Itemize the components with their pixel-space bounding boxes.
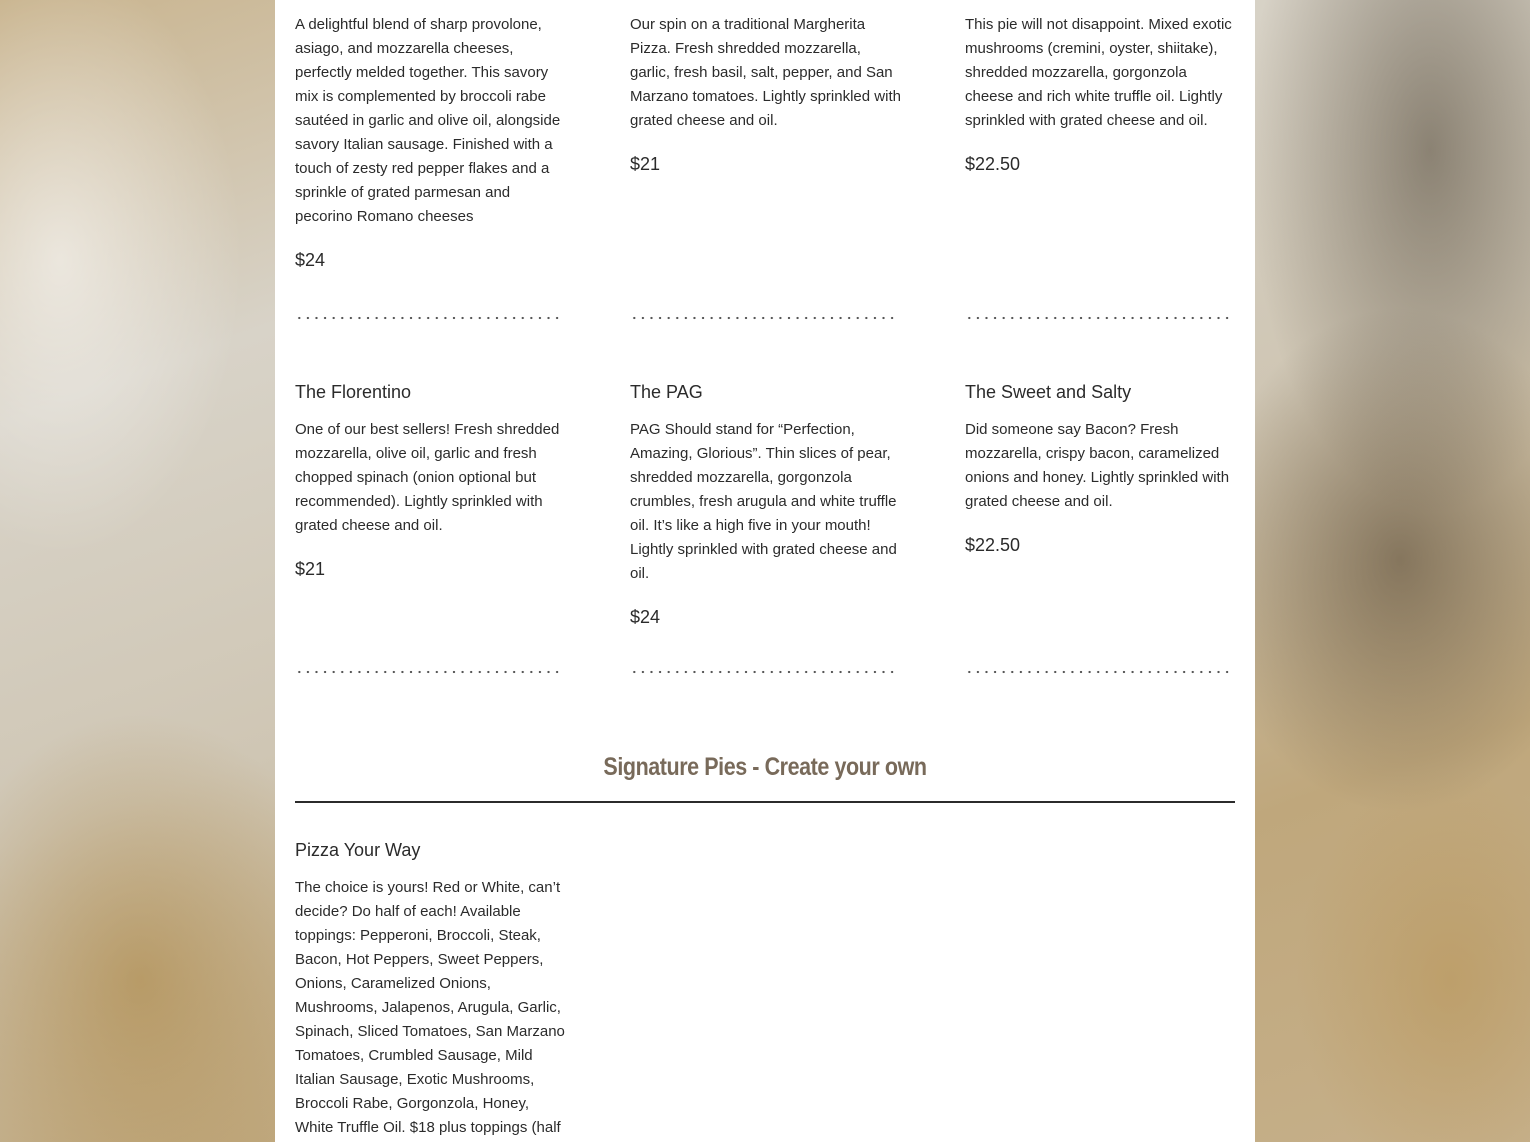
menu-item-description: PAG Should stand for “Perfection, Amazing, Glorious”. Thin slices of pear, shredded mozzarella, gorgonzola crumbles, fresh arugula and white truffle oil. It’s like a high five in your mouth! Lightly sprinkled with grated cheese and oil. xyxy=(630,421,897,582)
menu-item-sweet-and-salty xyxy=(965,381,1237,556)
menu-item-description: This pie will not disappoint. Mixed exotic mushrooms (cremini, oyster, shiitake), shredded mozzarella, gorgonzola cheese and rich white truffle oil. Lightly sprinkled with grated cheese and oil. xyxy=(965,16,1232,129)
menu-item-description: Did someone say Bacon? Fresh mozzarella, crispy bacon, caramelized onions and honey. Lightly sprinkled with grated cheese and oil. xyxy=(965,421,1230,510)
menu-item-price: $22.50 xyxy=(965,535,1021,555)
dotted-divider xyxy=(630,670,898,674)
menu-item-name: Pizza Your Way xyxy=(295,840,421,860)
menu-item-price: $21 xyxy=(295,559,326,579)
menu-item-pag xyxy=(630,381,902,628)
menu-panel xyxy=(275,0,1255,1142)
menu-item-price: $24 xyxy=(295,250,326,270)
section-divider xyxy=(295,801,1235,803)
menu-item-broccoli-rabe-sausage xyxy=(295,13,567,271)
section-title: Signature Pies - Create your own xyxy=(603,753,927,781)
menu-item-name: The PAG xyxy=(630,382,703,402)
menu-item-exotic-mushroom xyxy=(965,13,1237,175)
menu-item-name: The Florentino xyxy=(295,382,412,402)
dotted-divider xyxy=(630,316,898,320)
menu-item-price: $21 xyxy=(630,154,661,174)
menu-item-name: The Sweet and Salty xyxy=(965,382,1132,402)
dotted-divider xyxy=(295,670,563,674)
menu-item-price: $24 xyxy=(630,607,661,627)
dotted-divider xyxy=(295,316,563,320)
menu-item-description: The choice is yours! Red or White, can’t decide? Do half of each! Available toppings: Pepperoni, Broccoli, Steak, Bacon, Hot Peppers, Sweet Peppers, Onions, Caramelized Onions, Mushrooms, Jalapenos, Arugula, Garlic, Spinach, Sliced Tomatoes, San Marzano Tomatoes, Crumbled Sausage, Mild Italian Sausage, Exotic Mushrooms, Broccoli Rabe, Gorgonzola, Honey, White Truffle Oil. $18 plus toppings (half xyxy=(295,879,565,1136)
menu-item-pizza-your-way xyxy=(295,839,567,1140)
dotted-divider xyxy=(965,670,1233,674)
menu-item-margherita xyxy=(630,13,902,175)
menu-item-description: Our spin on a traditional Margherita Pizza. Fresh shredded mozzarella, garlic, fresh basil, salt, pepper, and San Marzano tomatoes. Lightly sprinkled with grated cheese and oil. xyxy=(630,16,901,129)
menu-item-description: A delightful blend of sharp provolone, asiago, and mozzarella cheeses, perfectly melded together. This savory mix is complemented by broccoli rabe sautéed in garlic and olive oil, alongside savory Italian sausage. Finished with a touch of zesty red pepper flakes and a sprinkle of grated parmesan and pecorino Romano cheeses xyxy=(295,16,561,225)
menu-item-florentino xyxy=(295,381,567,580)
menu-item-price: $22.50 xyxy=(965,154,1021,174)
dotted-divider xyxy=(965,316,1233,320)
menu-item-description: One of our best sellers! Fresh shredded mozzarella, olive oil, garlic and fresh chopped spinach (onion optional but recommended). Lightly sprinkled with grated cheese and oil. xyxy=(295,421,560,534)
